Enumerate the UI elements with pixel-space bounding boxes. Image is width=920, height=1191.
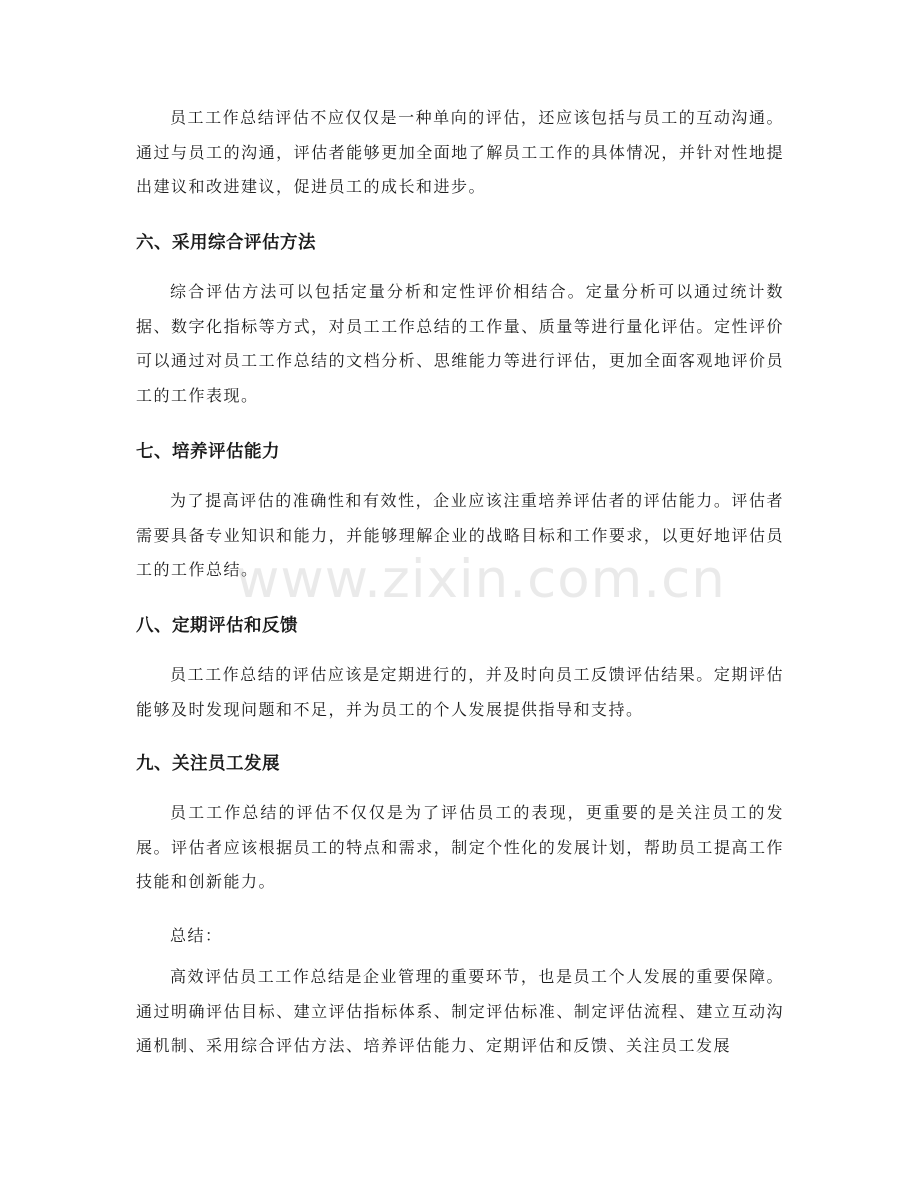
section-8-heading: 八、定期评估和反馈 xyxy=(136,616,298,636)
intro-paragraph: 员工工作总结评估不应仅仅是一种单向的评估，还应该包括与员工的互动沟通。通过与员工的沟通，评估者能够更加全面地了解员工工作的具体情况，并针对性地提出建议和改进建议，促进员工的成长和进步。 xyxy=(136,108,784,196)
section-6-body: 综合评估方法可以包括定量分析和定性评价相结合。定量分析可以通过统计数据、数字化指标等方式，对员工工作总结的工作量、质量等进行量化评估。定性评价可以通过对员工工作总结的文档分析、思维能力等进行评估，更加全面客观地评价员工的工作表现。 xyxy=(136,282,784,405)
watermark: www.zixin.com.cn xyxy=(236,549,726,610)
summary-body: 高效评估员工工作总结是企业管理的重要环节，也是员工个人发展的重要保障。通过明确评估目标、建立评估指标体系、制定评估标准、制定评估流程、建立互动沟通机制、采用综合评估方法、培养评估能力、定期评估和反馈、关注员工发展 xyxy=(136,967,784,1055)
section-7-heading: 七、培养评估能力 xyxy=(136,442,280,462)
section-9-body: 员工工作总结的评估不仅仅是为了评估员工的表现，更重要的是关注员工的发展。评估者应该根据员工的特点和需求，制定个性化的发展计划，帮助员工提高工作技能和创新能力。 xyxy=(136,803,784,891)
section-6-heading: 六、采用综合评估方法 xyxy=(136,233,316,253)
section-7-body: 为了提高评估的准确性和有效性，企业应该注重培养评估者的评估能力。评估者需要具备专业知识和能力，并能够理解企业的战略目标和工作要求，以更好地评估员工的工作总结。 xyxy=(136,491,784,579)
section-9-heading: 九、关注员工发展 xyxy=(136,754,280,774)
section-8-body: 员工工作总结的评估应该是定期进行的，并及时向员工反馈评估结果。定期评估能够及时发现问题和不足，并为员工的个人发展提供指导和支持。 xyxy=(136,665,784,719)
summary-label: 总结： xyxy=(170,926,223,945)
